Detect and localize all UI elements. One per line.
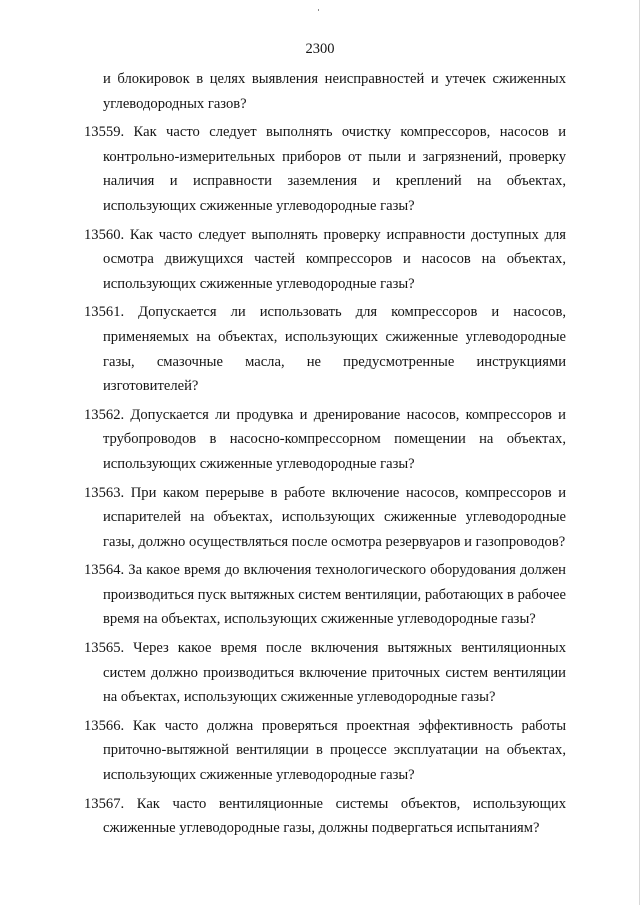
question-text: Как часто следует выполнять очистку компрессоров, насосов и контрольно-измерительных приборов от пыли и загрязнений, проверку наличия и исправности заземления и креплений на объектах, использующих сжиженные углеводородные газы?: [103, 124, 566, 214]
question-number: 13564.: [84, 562, 125, 579]
question-item: [84, 223, 566, 297]
question-item: [84, 792, 566, 841]
question-item: [84, 714, 566, 788]
question-text: Допускается ли использовать для компрессоров и насосов, применяемых на объектах, использующих сжиженные углеводородные газы, смазочные масла, не предусмотренные инструкциями изготовителей?: [103, 304, 566, 395]
question-number: 13560.: [84, 226, 125, 243]
question-number: 13559.: [84, 124, 125, 141]
question-number: 13561.: [84, 304, 125, 321]
question-text: За какое время до включения технологического оборудования должен производиться пуск вытяжных систем вентиляции, работающих в рабочее время на объектах, использующих сжиженные углеводородные газы?: [103, 562, 567, 628]
question-number: 13563.: [84, 484, 125, 501]
question-number: 13566.: [84, 717, 125, 734]
question-text: Как часто должна проверяться проектная эффективность работы приточно-вытяжной вентиляции в процессе эксплуатации на объектах, использующих сжиженные углеводородные газы?: [103, 717, 567, 784]
question-item: [84, 403, 566, 477]
question-item: [84, 300, 566, 398]
document-body: [84, 67, 566, 845]
question-item: [84, 120, 566, 218]
question-item: [84, 636, 566, 710]
page-number: 2300: [305, 41, 335, 57]
question-text: Как часто следует выполнять проверку исправности доступных для осмотра движущихся частей компрессоров и насосов на объектах, использующих сжиженные углеводородные газы?: [103, 226, 566, 292]
question-number: 13567.: [84, 795, 125, 812]
question-item: [84, 481, 566, 555]
question-text: При каком перерыве в работе включение насосов, компрессоров и испарителей на объектах, использующих сжиженные углеводородные газы, должно осуществляться после осмотра резервуаров и газопроводов?: [103, 484, 566, 550]
question-number: 13565.: [84, 640, 125, 657]
scan-artifact: [318, 9, 319, 11]
question-text: Как часто вентиляционные системы объектов, использующих сжиженные углеводородные газы, должны подвергаться испытаниям?: [103, 795, 567, 837]
question-text: Через какое время после включения вытяжных вентиляционных систем должно производиться включение приточных систем вентиляции на объектах, использующих сжиженные углеводородные газы?: [103, 640, 566, 706]
continued-paragraph: и блокировок в целях выявления неисправностей и утечек сжиженных углеводородных газов?: [103, 71, 566, 112]
question-text: Допускается ли продувка и дренирование насосов, компрессоров и трубопроводов в насосно-компрессорном помещении на объектах, использующих сжиженные углеводородные газы?: [103, 406, 566, 472]
question-number: 13562.: [84, 406, 125, 423]
question-item: [84, 558, 566, 632]
